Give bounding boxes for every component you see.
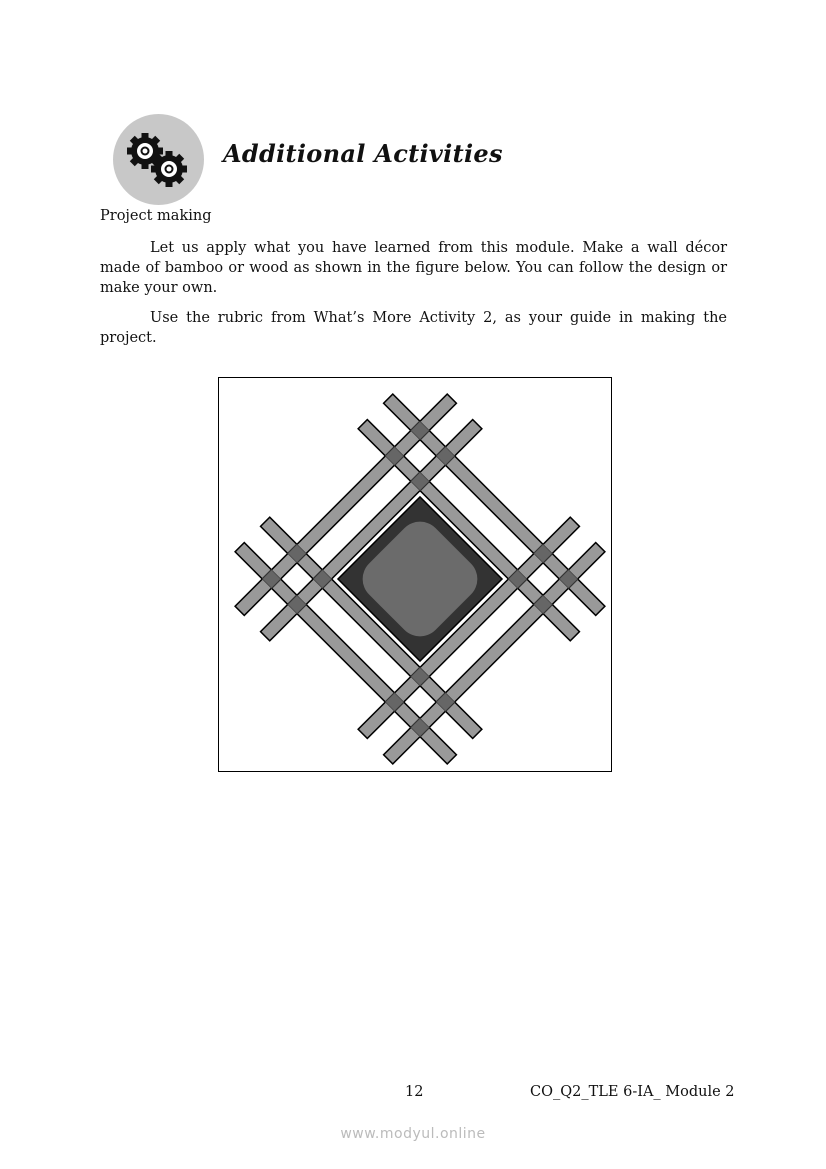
watermark: www.modyul.online <box>340 1126 486 1142</box>
module-code: CO_Q2_TLE 6-IA_ Module 2 <box>530 1084 735 1100</box>
gears-icon <box>113 114 204 205</box>
section-title: Additional Activities <box>223 139 503 168</box>
page-number: 12 <box>405 1084 424 1100</box>
paragraph-text: Let us apply what you have learned from this module. Make a wall décor made of bamboo or wood as shown in the figure below. You can follow the design or make your own. <box>100 240 727 296</box>
instruction-paragraph <box>100 238 727 298</box>
wall-decor-figure <box>218 377 612 772</box>
rubric-paragraph <box>100 308 727 348</box>
activity-subtitle: Project making <box>100 208 212 224</box>
paragraph-text: Use the rubric from What’s More Activity 2, as your guide in making the project. <box>100 310 727 346</box>
